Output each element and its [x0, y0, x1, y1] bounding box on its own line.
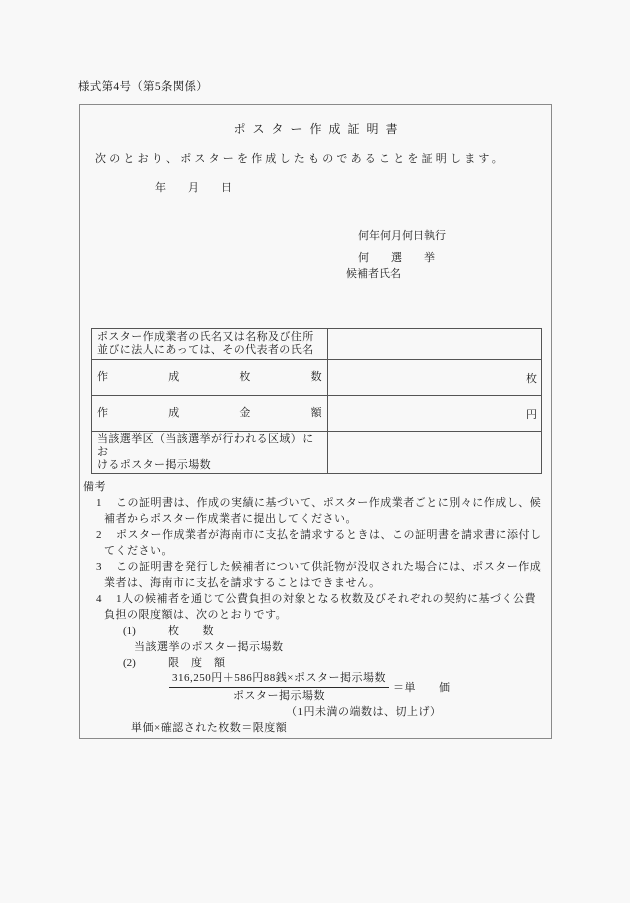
poster-sites-label-cell — [92, 432, 328, 474]
table-row-poster-sites — [92, 432, 542, 474]
remarks-item-1-number: 1 — [96, 497, 102, 509]
remarks-heading: 備考 — [83, 481, 106, 493]
formula-numerator: 316,250円＋586円88銭×ポスター掲示場数 — [169, 671, 389, 688]
sub-item-1-detail: 当該選挙のポスター掲示場数 — [134, 641, 284, 653]
poster-sites-value-cell — [328, 432, 542, 474]
remarks-item-2-number: 2 — [96, 529, 102, 541]
sub-item-1-label: 枚 数 — [168, 625, 214, 637]
maker-name-value-cell — [328, 329, 542, 360]
certificate-table — [91, 328, 542, 474]
remarks-item-3 — [96, 559, 549, 591]
table-row-maker-name — [92, 329, 542, 360]
sub-item-1 — [123, 623, 549, 639]
sheet-count-label-cell — [92, 360, 328, 396]
formula-equals-unit-price: ＝単 価 — [392, 681, 451, 694]
maker-name-label-line2: 並びに法人にあっては、その代表者の氏名 — [97, 344, 314, 356]
sheet-count-unit: 枚 — [526, 372, 537, 385]
issuer-block — [346, 229, 446, 281]
sheet-count-label: 作成枚数 — [97, 371, 322, 383]
maker-name-label-line1: ポスター作成業者の氏名又は名称及び住所 — [97, 331, 314, 343]
poster-sites-label-line1: 当該選挙区（当該選挙が行われる区域）にお — [97, 433, 314, 458]
certificate-title: ポスター作成証明書 — [233, 122, 405, 136]
certificate-statement: 次のとおり、ポスターを作成したものであることを証明します。 — [95, 153, 506, 165]
remarks-item-2-line1: ポスター作成業者が海南市に支払を請求するときは、この証明書を請求書に添付し — [116, 529, 542, 541]
unit-price-formula — [169, 671, 549, 704]
formula-denominator: ポスター掲示場数 — [232, 690, 325, 702]
poster-sites-label-line2: けるポスター掲示場数 — [97, 459, 211, 471]
form-number-label: 様式第4号（第5条関係） — [78, 81, 209, 93]
sub-item-1-number: (1) — [123, 625, 136, 637]
amount-label: 作成金額 — [97, 407, 322, 419]
date-line: 年 月 日 — [155, 182, 232, 194]
remarks-item-4-line2: 負担の限度額は、次のとおりです。 — [104, 609, 288, 621]
election-name-line: 何 選 挙 — [358, 252, 435, 264]
limit-amount-formula: 単価×確認された枚数＝限度額 — [131, 722, 288, 734]
sheet-count-value-cell — [328, 360, 542, 396]
sub-item-2-number: (2) — [123, 657, 136, 669]
remarks-item-1 — [96, 495, 549, 527]
remarks-item-2 — [96, 527, 549, 559]
remarks-item-4-number: 4 — [96, 593, 102, 605]
sub-item-2-label: 限 度 額 — [168, 657, 226, 669]
rounding-note: （1円未満の端数は、切上げ） — [286, 706, 442, 718]
remarks-item-1-line2: 補者からポスター作成業者に提出してください。 — [104, 513, 357, 525]
candidate-name-line: 候補者氏名 — [346, 268, 401, 280]
maker-name-label-cell — [92, 329, 328, 360]
remarks-item-3-line2: 業者は、海南市に支払を請求することはできません。 — [104, 577, 381, 589]
amount-unit: 円 — [526, 408, 537, 421]
table-row-amount — [92, 396, 542, 432]
remarks-item-2-line2: てください。 — [104, 545, 173, 557]
remarks-item-4 — [96, 591, 549, 623]
sub-item-2 — [123, 655, 549, 671]
election-execution-date-line: 何年何月何日執行 — [358, 230, 446, 242]
certificate-box — [79, 104, 552, 739]
formula-fraction — [169, 671, 389, 704]
remarks-item-1-line1: この証明書は、作成の実績に基づいて、ポスター作成業者ごとに別々に作成し、候 — [116, 497, 542, 509]
remarks-item-3-line1: この証明書を発行した候補者について供託物が没収された場合には、ポスター作成 — [116, 561, 542, 573]
table-row-sheet-count — [92, 360, 542, 396]
amount-label-cell — [92, 396, 328, 432]
remarks-section — [83, 479, 549, 736]
remarks-item-4-line1: 1人の候補者を通じて公費負担の対象となる枚数及びそれぞれの契約に基づく公費 — [116, 593, 536, 605]
remarks-list — [83, 495, 549, 736]
amount-value-cell — [328, 396, 542, 432]
remarks-item-3-number: 3 — [96, 561, 102, 573]
